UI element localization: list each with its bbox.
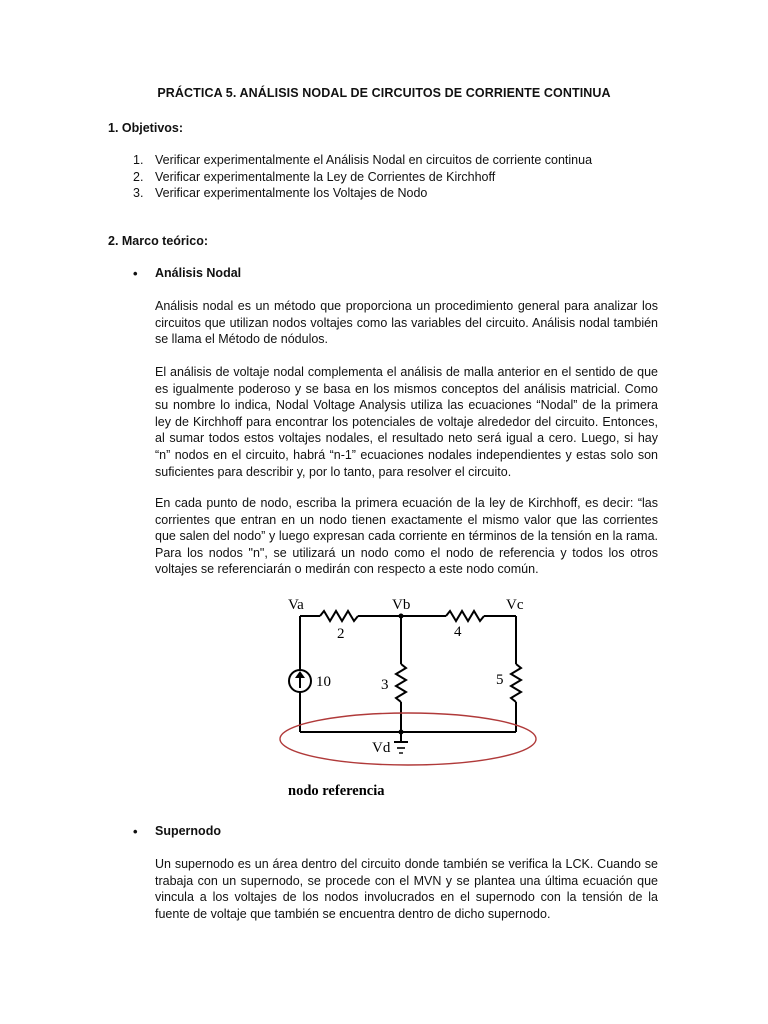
list-item	[133, 169, 592, 186]
list-number: 2.	[133, 169, 144, 184]
list-number: 1.	[133, 153, 144, 167]
resistor-4-label: 4	[454, 624, 462, 640]
supernodo-heading: Supernodo	[155, 824, 221, 838]
resistor-2	[320, 611, 358, 621]
theory-heading: 2. Marco teórico:	[108, 234, 209, 248]
source-label: 10	[316, 674, 331, 690]
list-number: 3.	[133, 186, 144, 200]
objectives-heading: 1. Objetivos:	[108, 121, 184, 135]
resistor-3	[396, 664, 406, 702]
node-d-label: Vd	[372, 740, 391, 756]
node-c-label: Vc	[506, 597, 524, 613]
list-item	[133, 185, 592, 202]
list-text: Verificar experimentalmente el Análisis Nodal en circuitos de corriente continua	[155, 153, 593, 167]
node-b-label: Vb	[392, 597, 411, 613]
reference-caption: nodo referencia	[288, 783, 385, 799]
objectives-list	[133, 152, 592, 202]
nodal-paragraph-3: En cada punto de nodo, escriba la primera ecuación de la ley de Kirchhoff, es decir: “las corrientes que entran en un nodo tienen exactamente el mismo valor que las corrientes que salen del nodo” y luego expresan cada corriente en términos de la tensión en la rama. Para los nodos "n", se utilizará un nodo como el nodo de referencia y todos los otros voltajes se referenciarán o medirán con respecto a este nodo común.	[155, 496, 658, 577]
list-text: Verificar experimentalmente los Voltajes de Nodo	[155, 186, 428, 200]
current-source	[289, 670, 311, 692]
nodal-heading: Análisis Nodal	[155, 266, 242, 280]
node-a-label: Va	[288, 597, 304, 613]
reference-node-ellipse	[280, 713, 536, 765]
list-text: Verificar experimentalmente la Ley de Corrientes de Kirchhoff	[155, 169, 496, 184]
nodal-paragraph-2: El análisis de voltaje nodal complementa el análisis de malla anterior en el sentido de que es igualmente poderoso y se basa en los mismos conceptos del análisis matricial. Como su nombre lo indica, Nodal Voltage Analysis utiliza las ecuaciones “Nodal” de la primera ley de Kirchhoff para encontrar los potenciales de voltaje alrededor del circuito. Entonces, al sumar todos estos voltajes nodales, el resultado neto será igual a cero. Luego, si hay “n” nodos en el circuito, habrá “n-1” ecuaciones nodales independientes y estas solo son suficientes para describir y, por lo tanto, para resolver el circuito.	[155, 365, 658, 479]
resistor-5-label: 5	[496, 672, 504, 688]
bullet-icon: •	[133, 824, 138, 839]
list-item	[133, 152, 592, 169]
resistor-5	[511, 664, 521, 702]
supernodo-paragraph: Un supernodo es un área dentro del circuito donde también se verifica la LCK. Cuando se trabaja con un supernodo, se procede con el MVN y se plantea una última ecuación que vincula a los voltajes de los nodos involucrados en el supernodo con la tensión de la fuente de voltaje que también se encuentra dentro de dicho supernodo.	[155, 857, 658, 921]
circuit-diagram	[278, 592, 540, 802]
node-b-dot	[399, 614, 404, 619]
nodal-paragraph-1: Análisis nodal es un método que proporciona un procedimiento general para analizar los circuitos que utilizan nodos voltajes como las variables del circuito. Análisis nodal también se llama el Método de nódulos.	[155, 299, 658, 347]
supernodo-bullet-heading	[133, 824, 221, 839]
page-title: PRÁCTICA 5. ANÁLISIS NODAL DE CIRCUITOS DE CORRIENTE CONTINUA	[157, 86, 611, 100]
resistor-4	[446, 611, 484, 621]
node-d-dot	[399, 730, 404, 735]
nodal-bullet-heading	[133, 266, 241, 281]
bullet-icon: •	[133, 266, 138, 281]
resistor-2-label: 2	[337, 626, 345, 642]
resistor-3-label: 3	[381, 677, 389, 693]
